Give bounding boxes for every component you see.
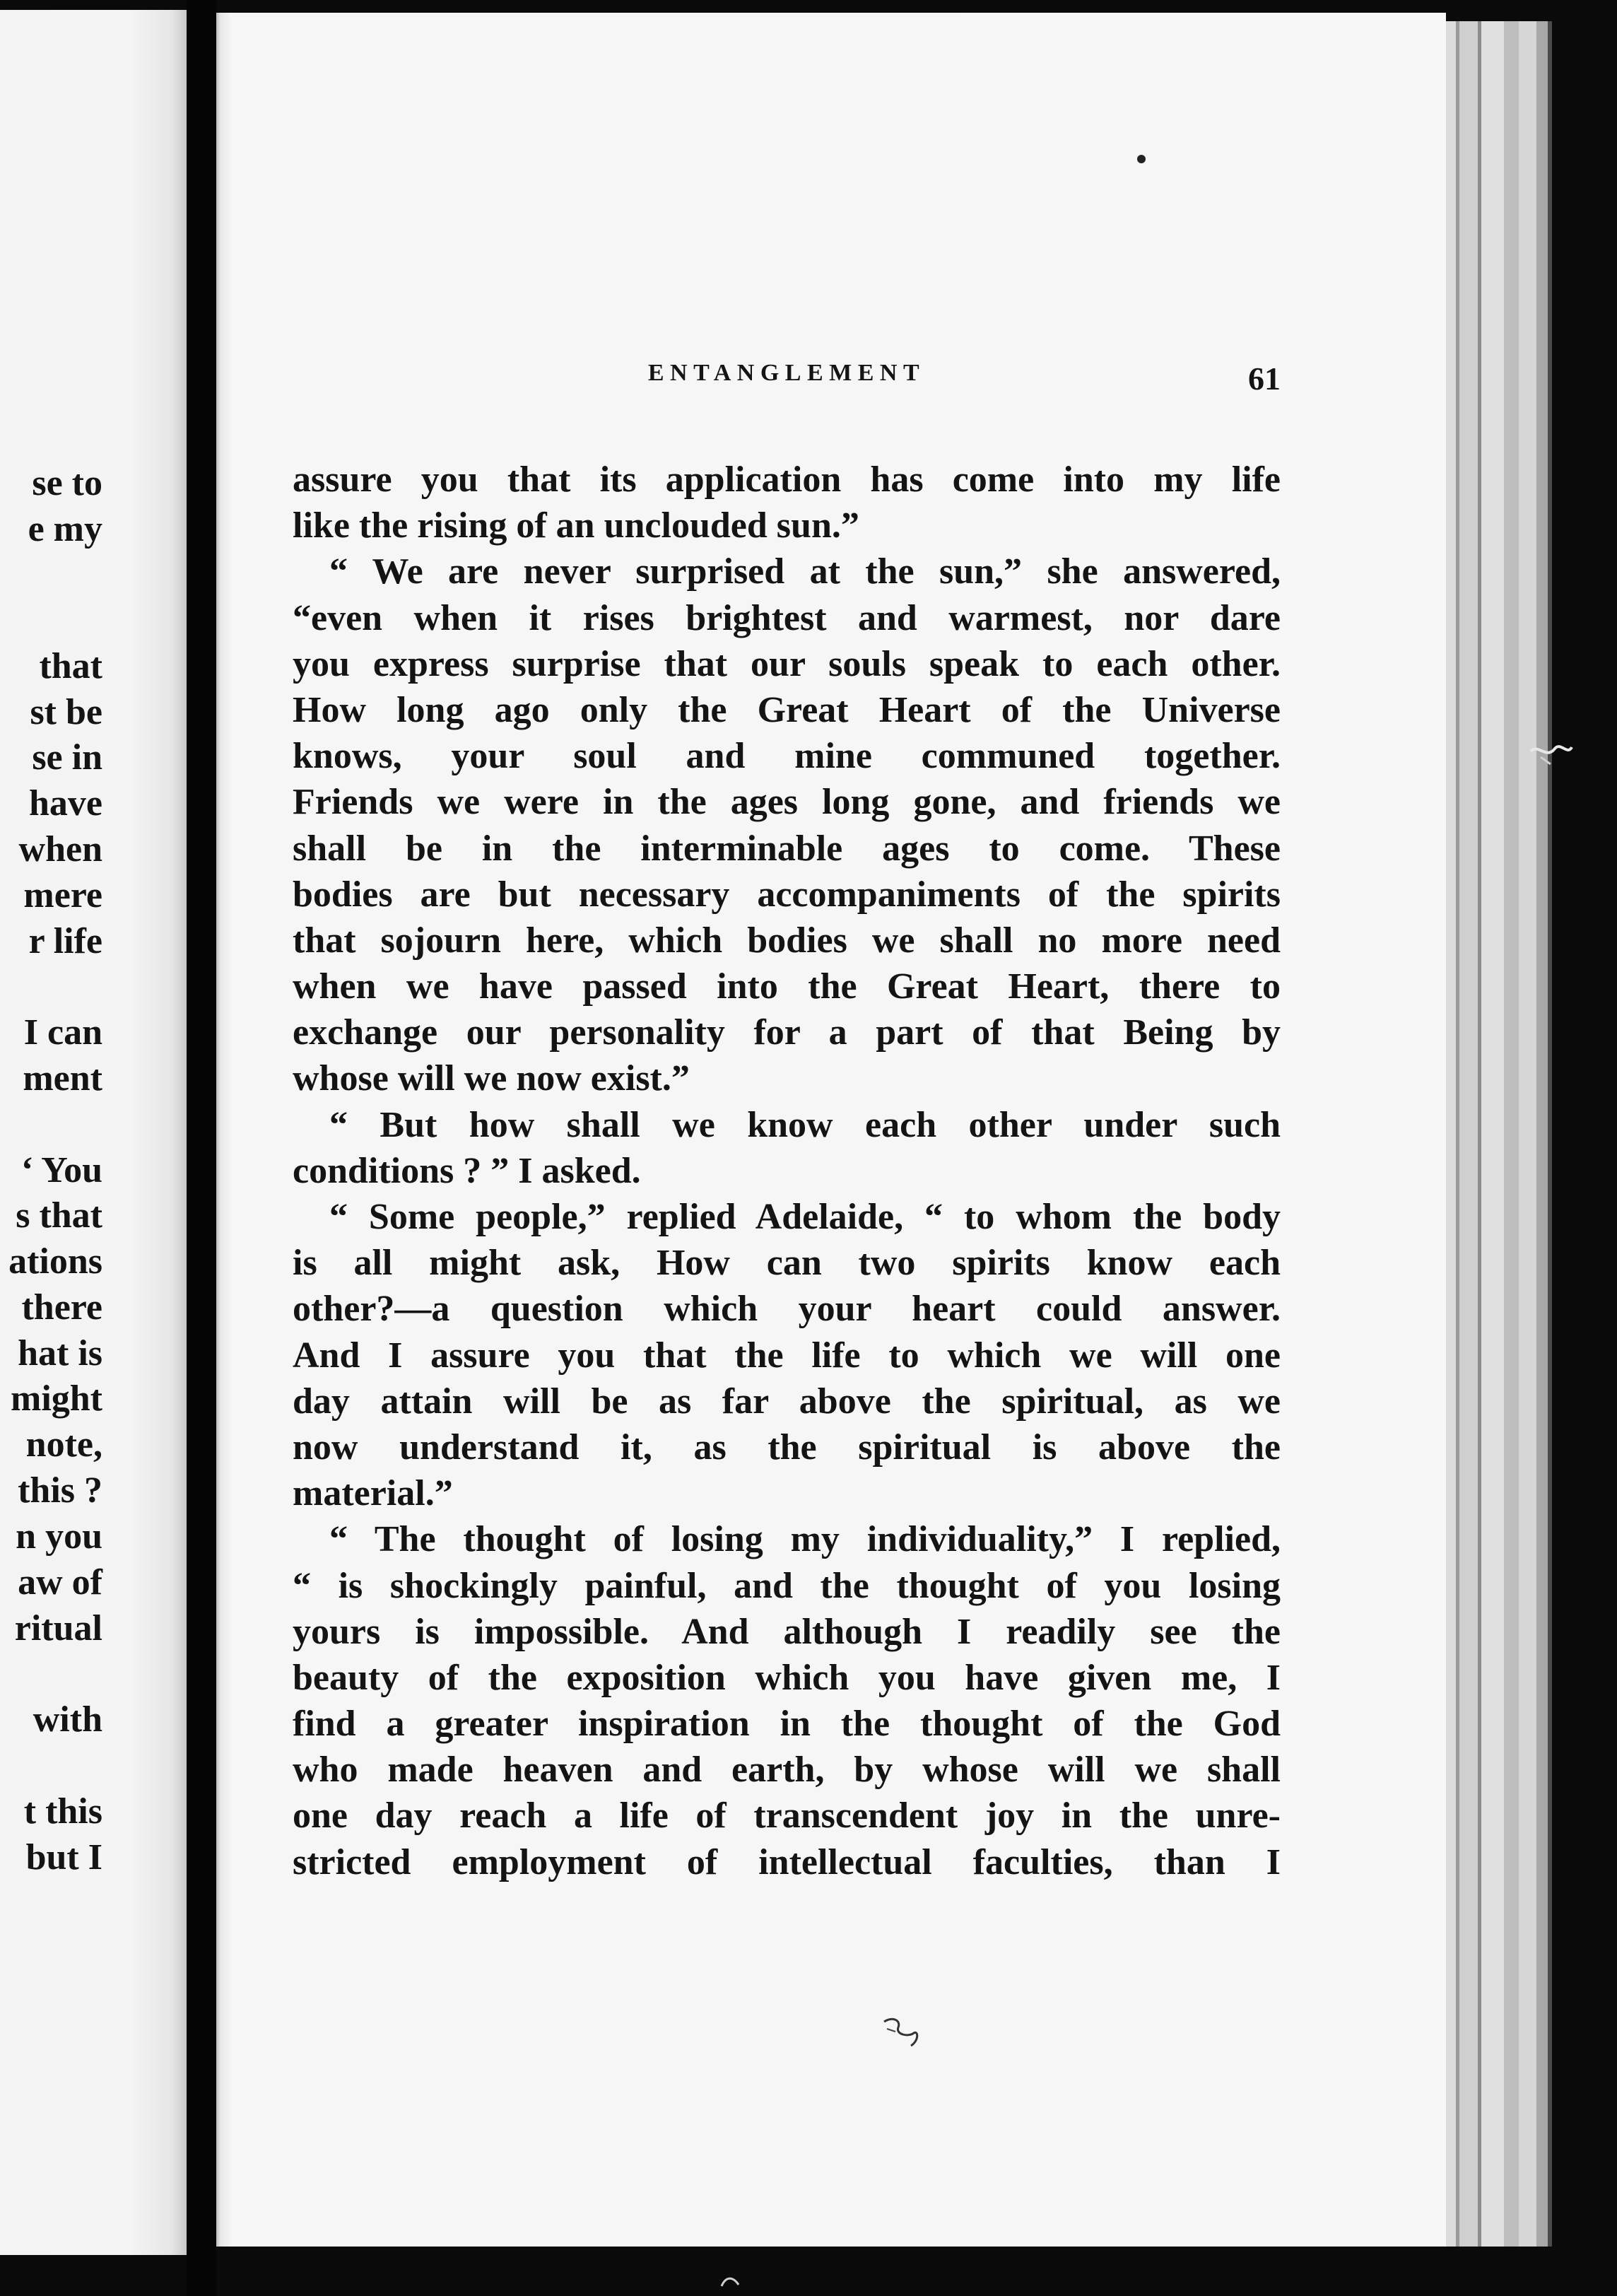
text-fragment: t this bbox=[23, 1791, 102, 1832]
text-line: exchange our personality for a part of that Being by bbox=[293, 1012, 1281, 1053]
text-line: like the rising of an unclouded sun.” bbox=[293, 505, 859, 546]
text-fragment: that bbox=[39, 646, 102, 686]
text-fragment: s that bbox=[16, 1195, 102, 1236]
text-line: Friends we were in the ages long gone, and friends we bbox=[293, 782, 1281, 823]
text-fragment: I can bbox=[23, 1012, 102, 1053]
text-line: “even when it rises brightest and warmest, nor dare bbox=[293, 597, 1281, 638]
text-line: And I assure you that the life to which we will one bbox=[293, 1335, 1281, 1376]
text-line: that sojourn here, which bodies we shall no more need bbox=[293, 920, 1281, 961]
text-fragment: note, bbox=[25, 1424, 102, 1465]
text-line: whose will we now exist.” bbox=[293, 1058, 690, 1099]
text-line: is all might ask, How can two spirits know each bbox=[293, 1243, 1281, 1284]
text-line: How long ago only the Great Heart of the Universe bbox=[293, 689, 1281, 730]
text-line: “ But how shall we know each other under such bbox=[329, 1104, 1281, 1145]
text-line: material.” bbox=[293, 1473, 453, 1514]
text-line: other?—a question which your heart could answer. bbox=[293, 1289, 1281, 1330]
text-line: one day reach a life of transcendent joy in the unre- bbox=[293, 1796, 1281, 1837]
text-fragment: this ? bbox=[18, 1470, 102, 1511]
text-line: beauty of the exposition which you have given me, I bbox=[293, 1657, 1281, 1698]
text-fragment: there bbox=[21, 1287, 102, 1328]
text-fragment: ritual bbox=[14, 1608, 102, 1648]
text-line: when we have passed into the Great Heart, there to bbox=[293, 966, 1281, 1007]
text-fragment: aw of bbox=[18, 1562, 102, 1603]
text-fragment: se in bbox=[32, 737, 102, 778]
text-fragment: se to bbox=[32, 463, 102, 503]
text-fragment: ment bbox=[23, 1058, 102, 1099]
page-number: 61 bbox=[1248, 361, 1281, 397]
text-fragment: n you bbox=[16, 1516, 102, 1557]
body-text bbox=[293, 457, 1281, 1885]
text-fragment: ations bbox=[8, 1241, 102, 1282]
text-fragment: mere bbox=[23, 875, 102, 915]
text-line: bodies are but necessary accompaniments of the spirits bbox=[293, 874, 1281, 915]
text-line: conditions ? ” I asked. bbox=[293, 1150, 641, 1191]
text-line: you express surprise that our souls speak to each other. bbox=[293, 643, 1281, 684]
text-fragment: e my bbox=[28, 509, 102, 549]
text-line: knows, your soul and mine communed together. bbox=[293, 736, 1281, 777]
left-page-text bbox=[0, 10, 102, 2255]
text-line: “ is shockingly painful, and the thought of you losing bbox=[293, 1565, 1281, 1606]
text-line: day attain will be as far above the spiritual, as we bbox=[293, 1381, 1281, 1422]
text-fragment: when bbox=[18, 829, 102, 869]
right-page bbox=[216, 13, 1446, 2247]
text-line: stricted employment of intellectual faculties, than I bbox=[293, 1841, 1281, 1882]
running-head: ENTANGLEMENT bbox=[647, 360, 926, 386]
text-line: “ The thought of losing my individuality,” I replied, bbox=[329, 1519, 1281, 1560]
text-fragment: have bbox=[29, 783, 102, 824]
text-fragment: with bbox=[33, 1699, 102, 1740]
text-fragment: but I bbox=[25, 1837, 102, 1878]
text-line: now understand it, as the spiritual is above the bbox=[293, 1427, 1281, 1468]
text-fragment: hat is bbox=[18, 1333, 102, 1374]
text-fragment: ‘ You bbox=[20, 1150, 102, 1190]
text-line: “ Some people,” replied Adelaide, “ to whom the body bbox=[329, 1197, 1281, 1237]
text-line: yours is impossible. And although I readily see the bbox=[293, 1611, 1281, 1652]
text-fragment: st be bbox=[30, 692, 102, 732]
edge-smudge bbox=[1527, 739, 1576, 771]
scan-speck bbox=[717, 2271, 746, 2292]
left-page bbox=[0, 10, 187, 2255]
text-fragment: r life bbox=[28, 921, 102, 961]
text-line: shall be in the interminable ages to come. These bbox=[293, 828, 1281, 869]
ink-speck bbox=[1135, 153, 1148, 165]
text-line: assure you that its application has come into my life bbox=[293, 459, 1281, 500]
stray-ink-mark bbox=[877, 2013, 927, 2056]
text-line: “ We are never surprised at the sun,” she answered, bbox=[329, 551, 1281, 592]
page-edges bbox=[1446, 21, 1552, 2247]
text-fragment: might bbox=[11, 1378, 102, 1419]
book-gutter bbox=[187, 0, 216, 2296]
text-line: who made heaven and earth, by whose will we shall bbox=[293, 1750, 1281, 1791]
text-line: find a greater inspiration in the thought of the God bbox=[293, 1704, 1281, 1745]
